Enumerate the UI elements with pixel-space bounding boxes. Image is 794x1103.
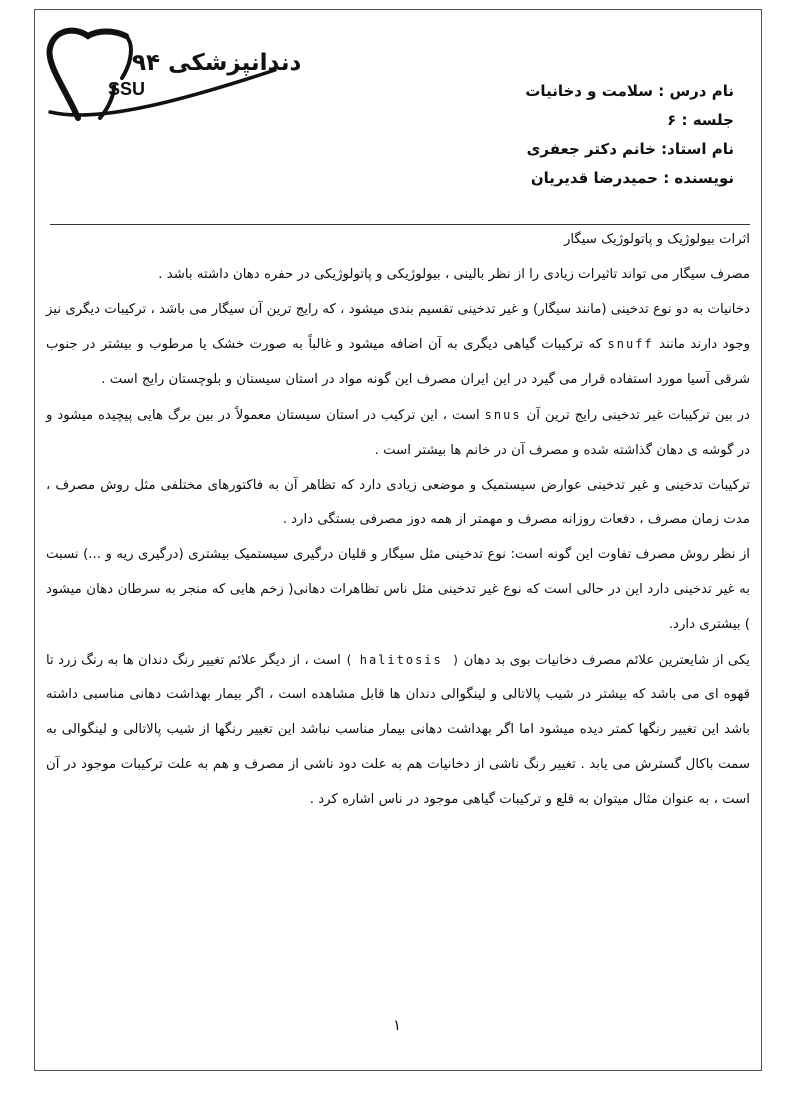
logo-abbr: SSU [108, 79, 146, 99]
logo [40, 20, 302, 130]
paragraph-3 [46, 398, 750, 469]
paragraph-3-part-b: است ، این ترکیب در استان سیستان معمولاً در بین برگ هایی پیچیده میشود و در گوشه ی دهان گذاشته شده و مصرف آن در خانم ها بیشتر است . [46, 407, 750, 458]
paragraph-4: ترکیبات تدخینی و غیر تدخینی عوارض سیستمیک و موضعی زیادی دارد که تظاهر آن به فاکتورهای مختلفی مثل روش مصرف ، مدت زمان مصرف ، دفعات روزانه مصرف و مهمتر از همه دوز مصرفی بستگی دارد . [46, 477, 750, 528]
session-number: جلسه : ۶ [667, 111, 734, 129]
paragraph-1: مصرف سیگار می تواند تاثیرات زیادی را از نظر بالینی ، بیولوژیکی و پاتولوژیکی در حفره دهان داشته باشد . [158, 266, 750, 282]
teacher-name: نام استاد: خانم دکتر جعفری [526, 140, 734, 158]
paragraph-2-part-a: دخانیات به دو نوع تدخینی (مانند سیگار) و غیر تدخینی تقسیم بندی میشود ، که رایج ترین آن سیگار می باشد ، ترکیبات دیگری نیز وجود دارند مانند [46, 301, 751, 353]
term-snus: snus [484, 407, 522, 422]
course-name: نام درس : سلامت و دخانیات [525, 82, 734, 100]
paragraph-2 [46, 293, 750, 398]
section-heading: اثرات بیولوژیک و پاتولوژیک سیگار [563, 232, 750, 247]
paragraph-6-part-a: یکی از شایعترین علائم مصرف دخانیات بوی بد دهان [463, 652, 750, 668]
document-body [46, 223, 750, 818]
document-header [525, 77, 734, 193]
paragraph-6-part-b: است ، از دیگر علائم تغییر رنگ دندان ها به رنگ زرد تا قهوه ای می باشد که بیشتر در شیب پالاتالی و لینگوالی دندان ها قابل مشاهده است ، اگر بیمار بهداشت دهانی مناسبی داشته باشد این تغییر رنگها کمتر دیده میشود اما اگر بهداشت دهانی بیمار مناسب نباشد این تغییر رنگها از شیب پالاتالی و لینگوالی به سمت باکال گسترش می یابد . تغییر رنگ ناشی از دخانیات هم به علت دود ناشی از مصرف و هم به علت ترکیبات موجود در آن است ، به عنوان مثال میتوان به قلع و ترکیبات گیاهی موجود در ناس اشاره کرد . [46, 652, 750, 807]
logo-title: دندانپزشکی ۹۴ [132, 50, 302, 76]
term-halitosis: ( halitosis ) [345, 652, 460, 667]
paragraph-6 [46, 643, 750, 818]
paragraph-3-part-a: در بین ترکیبات غیر تدخینی رایج ترین آن [526, 407, 750, 423]
paragraph-2-part-b: که ترکیبات گیاهی دیگری به آن اضافه میشود و غالباً به صورت خشک یا مرطوب و بیشتر در جنوب شرقی آسیا مورد استفاده قرار می گیرد در این ایران مصرف این گونه مواد در استان سیستان و بلوچستان رایج است . [46, 337, 750, 388]
author-name: نویسنده : حمیدرضا قدیریان [530, 169, 734, 187]
term-snuff: snuff [607, 337, 654, 352]
page-number: ۱ [392, 1016, 402, 1034]
paragraph-5: از نظر روش مصرف تفاوت این گونه است: نوع تدخینی مثل سیگار و قلیان درگیری سیستمیک بیشتری (درگیری ریه و ...) نسبت به غیر تدخینی دارد این در حالی است که نوع غیر تدخینی مثل ناس تظاهرات دهانی( زخم هایی که منجر به سرطان دهان میشود ) بیشتری دارد. [46, 547, 750, 632]
